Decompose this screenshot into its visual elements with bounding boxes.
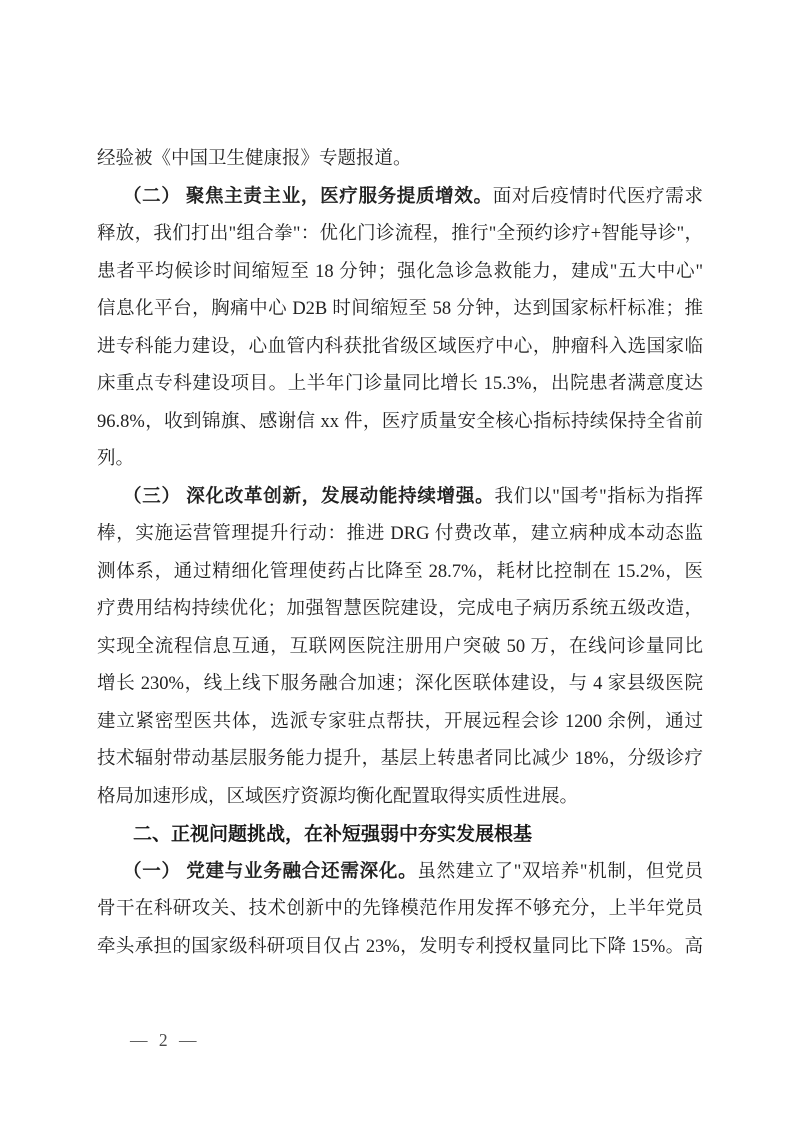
text-line [97,254,703,292]
text-line [97,666,703,704]
body-text: 床重点专科建设项目。上半年门诊量同比增长 15.3%，出院患者满意度达 [97,374,703,394]
body-text: 测体系，通过精细化管理使药占比降至 28.7%，耗材比控制在 15.2%，医 [97,561,703,582]
text-line [97,929,703,967]
text-line [97,291,703,329]
text-line [97,854,703,892]
body-text: 释放，我们打出"组合拳"：优化门诊流程，推行"全预约诊疗+智能导诊"， [97,224,703,244]
body-text: 技术辐射带动基层服务能力提升，基层上转患者同比减少 18%，分级诊疗 [97,749,703,769]
body-text: 骨干在科研攻关、技术创新中的先锋模范作用发挥不够充分，上半年党员 [97,899,703,919]
text-line [97,404,703,442]
page-number: — 2 — [130,1030,198,1050]
emphasis-text: （一） 党建与业务融合还需深化。 [123,861,418,882]
body-text: 96.8%，收到锦旗、感谢信 xx 件，医疗质量安全核心指标持续保持全省前 [97,411,703,432]
text-line [97,554,703,592]
emphasis-text: （三） 深化改革创新，发展动能持续增强。 [123,486,495,507]
body-text: 牵头承担的国家级科研项目仅占 23%，发明专利授权量同比下降 15%。高 [97,936,703,957]
body-text: 患者平均候诊时间缩短至 18 分钟；强化急诊急救能力，建成"五大中心" [97,261,703,282]
emphasis-text: （二） 聚焦主责主业，医疗服务提质增效。 [123,186,493,207]
body-text: 增长 230%，线上线下服务融合加速；深化医联体建设，与 4 家县级医院 [97,674,703,694]
text-line [97,179,703,217]
text-line [97,216,703,254]
body-text: 格局加速形成，区域医疗资源均衡化配置取得实质性进展。 [97,786,579,807]
body-text: 经验被《中国卫生健康报》专题报道。 [97,149,412,169]
body-text: 棒，实施运营管理提升行动：推进 DRG 付费改革，建立病种成本动态监 [97,524,703,544]
text-line [97,441,703,479]
section-heading [97,816,703,854]
text-line [97,366,703,404]
text-line [97,479,703,517]
text-line [97,891,703,929]
emphasis-text: 二、正视问题挑战，在补短强弱中夯实发展根基 [133,824,533,845]
body-text: 疗费用结构持续优化；加强智慧医院建设，完成电子病历系统五级改造， [97,599,703,619]
body-text: 虽然建立了"双培养"机制，但党员 [417,861,703,882]
text-line [97,141,703,179]
body-text: 面对后疫情时代医疗需求 [492,186,703,207]
text-line [97,741,703,779]
body-text: 建立紧密型医共体，选派专家驻点帮扶，开展远程会诊 1200 余例，通过 [97,711,703,732]
text-line [97,329,703,367]
text-line [97,779,703,817]
document-body [97,141,703,966]
body-text: 信息化平台，胸痛中心 D2B 时间缩短至 58 分钟，达到国家标杆标准；推 [97,299,703,319]
text-line [97,629,703,667]
body-text: 进专科能力建设，心血管内科获批省级区域医疗中心，肿瘤科入选国家临 [97,336,703,357]
body-text: 我们以"国考"指标为指挥 [494,486,703,507]
body-text: 实现全流程信息互通，互联网医院注册用户突破 50 万，在线问诊量同比 [97,636,703,657]
body-text: 列。 [97,449,135,469]
text-line [97,591,703,629]
text-line [97,516,703,554]
text-line [97,704,703,742]
